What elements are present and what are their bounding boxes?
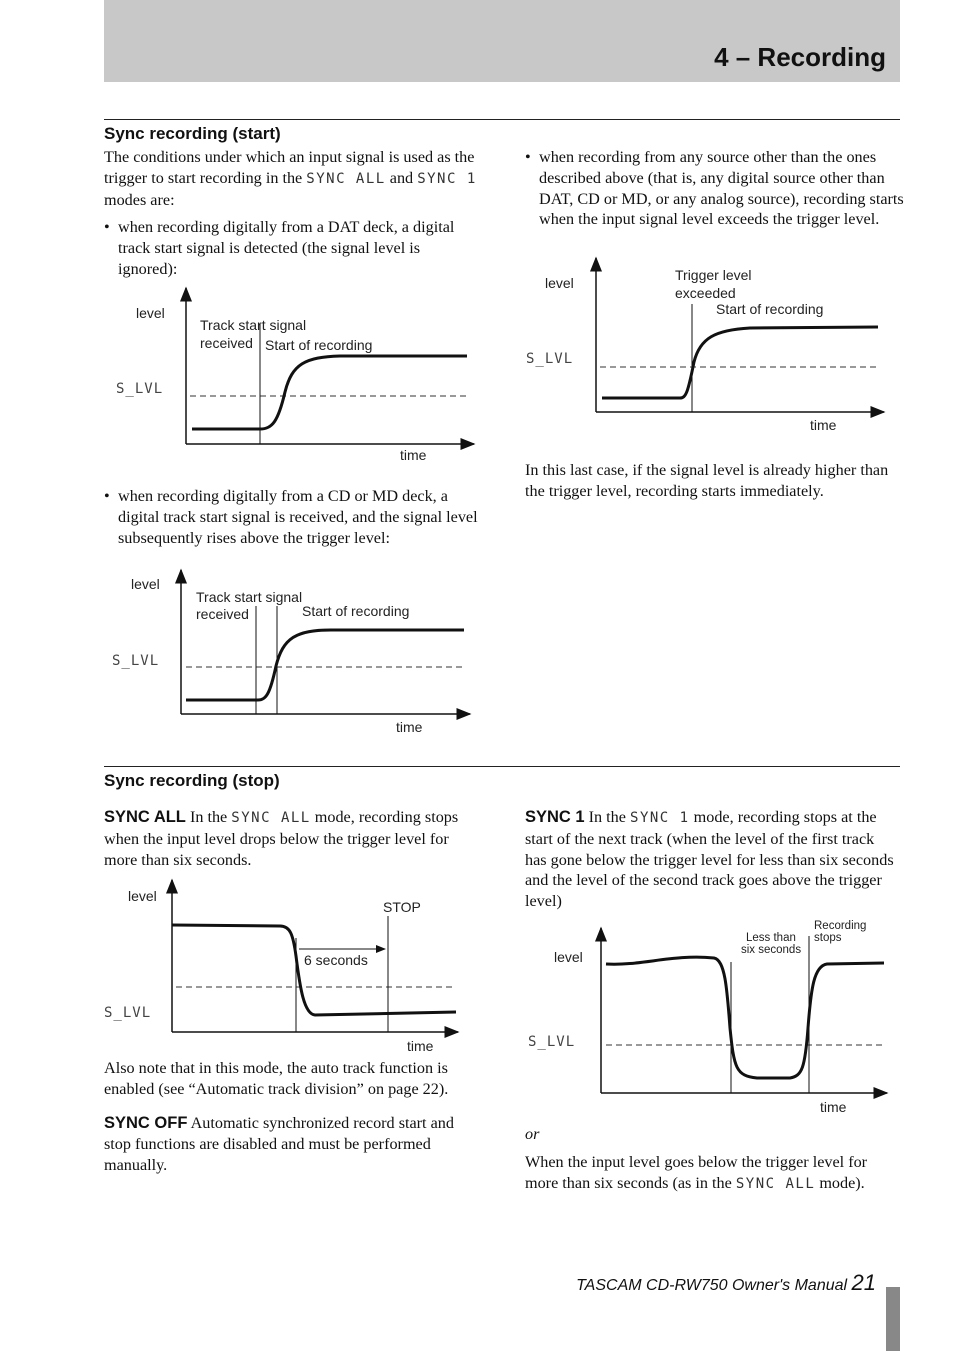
also-note: Also note that in this mode, the auto track function is enabled (see “Automatic track division” on page 22). (104, 1059, 449, 1098)
sync-1-paragraph: SYNC 1 In the SYNC 1 mode, recording stops at the start of the next track (when the level of the first track has gone below the trigger level for less than six seconds and the level of the second track goes above the trigger level) (525, 808, 894, 911)
label-slvl: S_LVL (528, 1034, 576, 1050)
lcd-sync-all: SYNC ALL (735, 1175, 816, 1192)
stop-section-title: Sync recording (stop) (104, 771, 280, 790)
label-stop: STOP (383, 899, 421, 915)
start-section-title: Sync recording (start) (104, 124, 281, 143)
diagram-sync-all-stop (100, 876, 480, 1056)
bullet-cd-md: • when recording digitally from a CD or MD deck, a digital track start signal is received, and the signal level subsequently rises above the trigger level: (104, 486, 490, 548)
lcd-sync-all: SYNC ALL (306, 170, 386, 187)
diagram-cd-md-start (106, 558, 476, 743)
label-start-recording: Start of recording (302, 603, 410, 619)
label-six-seconds: 6 seconds (304, 952, 368, 968)
section-rule-top (104, 119, 900, 120)
label-start-recording: Start of recording (265, 337, 373, 353)
sync-off-paragraph: SYNC OFF Automatic synchronized record start and stop functions are disabled and must be performed manually. (104, 1114, 454, 1174)
label-stops: stops (814, 932, 842, 944)
label-level: level (131, 576, 160, 592)
label-six-seconds: six seconds (741, 944, 802, 956)
or-text: or (525, 1125, 540, 1143)
label-time: time (396, 719, 423, 735)
section-rule-stop (104, 766, 900, 767)
label-time: time (407, 1038, 434, 1054)
signal-curve (192, 356, 467, 429)
sync-all-lead: SYNC ALL (104, 808, 186, 826)
bullet-other: • when recording from any source other than the ones described above (that is, any digital source other than DAT, CD or MD, or any analog source), recording starts when the input signal level exceeds the trigger level. (525, 147, 911, 230)
bullet-dat: • when recording digitally from a DAT deck, a digital track start signal is detected (the signal level is ignored): (104, 217, 482, 279)
label-less-than: Less than (746, 932, 796, 944)
footer-manual: TASCAM CD-RW750 Owner's Manual (576, 1277, 852, 1294)
label-track-start: Track start signal (196, 589, 303, 605)
label-level: level (128, 888, 157, 904)
label-trigger-level: Trigger level (675, 267, 752, 283)
sync-off-lead: SYNC OFF (104, 1114, 188, 1132)
diagram-other-start (520, 252, 890, 437)
signal-curve (186, 630, 464, 700)
when-paragraph: When the input level goes below the trigger level for more than six seconds (as in the SYNC ALL mode). (525, 1153, 868, 1192)
start-intro: The conditions under which an input signal is used as the trigger to start recording in the SYNC ALL and SYNC 1 modes are: (104, 148, 477, 209)
page-edge-tab (886, 1287, 900, 1351)
label-time: time (400, 447, 427, 463)
label-slvl: S_LVL (112, 653, 160, 669)
footer (576, 1270, 876, 1296)
label-start-recording: Start of recording (716, 301, 824, 317)
label-slvl: S_LVL (104, 1005, 152, 1021)
label-time: time (810, 417, 837, 433)
sync-all-paragraph: SYNC ALL In the SYNC ALL mode, recording stops when the input level drops below the trigger level for more than six seconds. (104, 808, 459, 869)
sync-1-lead: SYNC 1 (525, 808, 585, 826)
signal-curve (172, 925, 456, 1015)
label-time: time (820, 1099, 847, 1115)
label-recording: Recording (814, 920, 867, 932)
page-number: 21 (851, 1270, 876, 1295)
label-received: received (196, 606, 249, 622)
chapter-title: 4 – Recording (714, 42, 886, 72)
label-level: level (554, 949, 583, 965)
label-slvl: S_LVL (116, 381, 164, 397)
lcd-sync-all: SYNC ALL (231, 810, 311, 826)
diagram-dat-start (110, 282, 480, 467)
label-slvl: S_LVL (526, 351, 574, 367)
label-exceeded: exceeded (675, 285, 736, 301)
signal-curve (606, 957, 884, 1078)
diagram-sync-1-stop (522, 918, 892, 1118)
label-received: received (200, 335, 253, 351)
lcd-sync-1: SYNC 1 (630, 810, 690, 826)
label-track-start: Track start signal (200, 317, 307, 333)
label-level: level (136, 305, 165, 321)
signal-curve (602, 327, 878, 398)
last-case-note: In this last case, if the signal level is already higher than the trigger level, recording starts immediately. (525, 461, 889, 500)
label-level: level (545, 275, 574, 291)
lcd-sync-1: SYNC 1 (417, 170, 477, 187)
